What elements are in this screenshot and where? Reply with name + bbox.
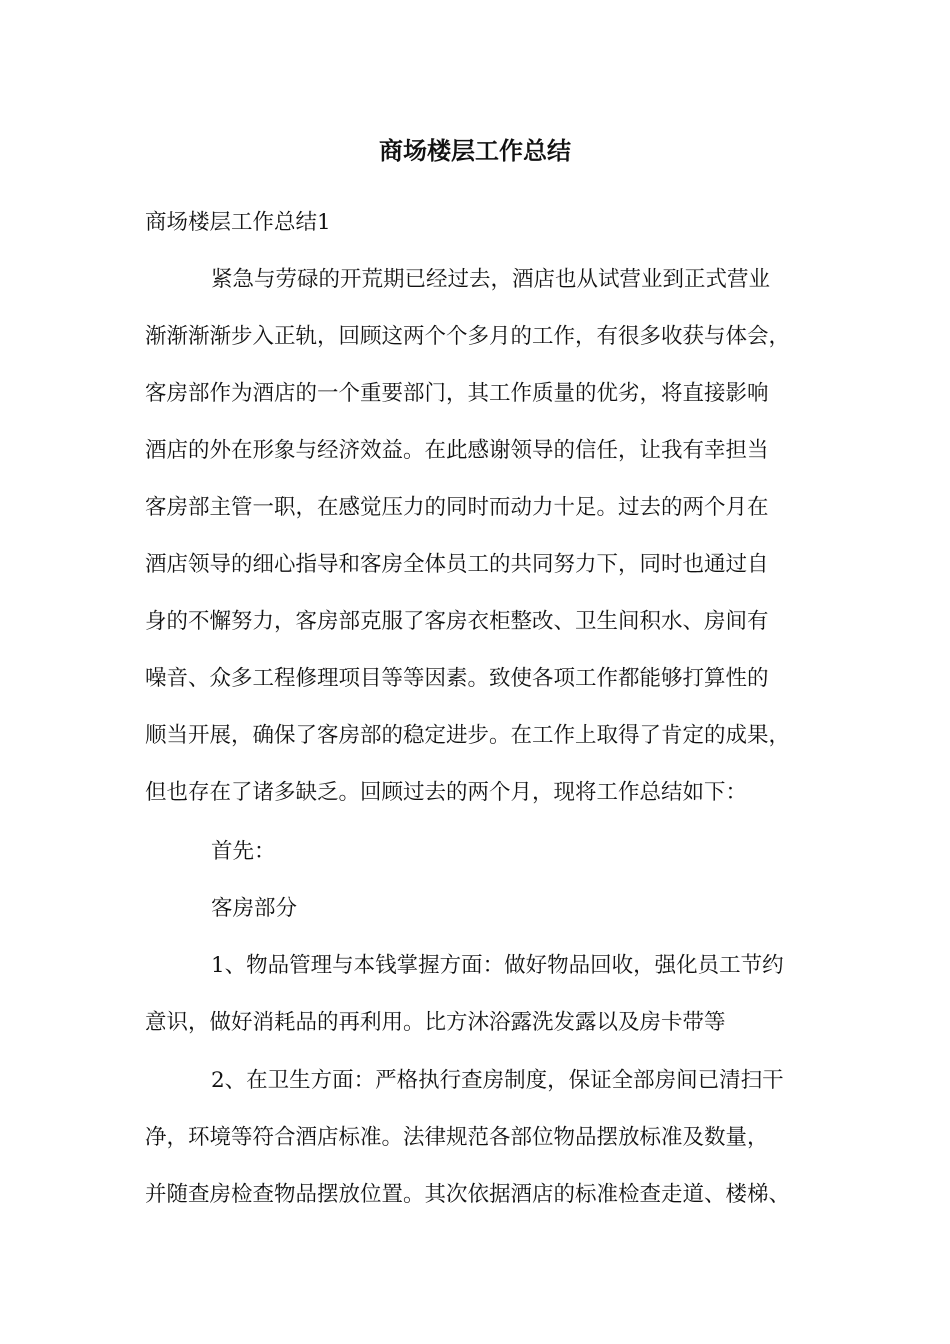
paragraph-line: 噪音、众多工程修理项目等等因素。致使各项工作都能够打算性的 (145, 666, 769, 691)
paragraph-line: 客房部主管一职，在感觉压力的同时而动力十足。过去的两个月在 (145, 495, 769, 520)
paragraph-line: 2、在卫生方面：严格执行查房制度，保证全部房间已清扫干 (211, 1068, 784, 1093)
document-title: 商场楼层工作总结 (379, 137, 571, 165)
paragraph-line: 客房部分 (211, 896, 298, 921)
paragraph-line: 紧急与劳碌的开荒期已经过去，酒店也从试营业到正式营业 (211, 267, 771, 292)
paragraph-line: 顺当开展，确保了客房部的稳定进步。在工作上取得了肯定的成果， (145, 723, 791, 748)
section-heading: 商场楼层工作总结1 (145, 210, 331, 235)
paragraph-line: 并随查房检查物品摆放位置。其次依据酒店的标准检查走道、楼梯、 (145, 1182, 791, 1207)
paragraph-line: 渐渐渐渐步入正轨，回顾这两个个多月的工作，有很多收获与体会， (145, 324, 791, 349)
paragraph-line: 1、物品管理与本钱掌握方面：做好物品回收，强化员工节约 (211, 953, 784, 978)
paragraph-line: 净，环境等符合酒店标准。法律规范各部位物品摆放标准及数量， (145, 1125, 769, 1150)
paragraph-line: 首先： (211, 839, 276, 864)
paragraph-line: 酒店的外在形象与经济效益。在此感谢领导的信任，让我有幸担当 (145, 438, 769, 463)
paragraph-line: 意识，做好消耗品的再利用。比方沐浴露洗发露以及房卡带等 (145, 1010, 726, 1035)
paragraph-line: 客房部作为酒店的一个重要部门，其工作质量的优劣，将直接影响 (145, 381, 769, 406)
paragraph-line: 但也存在了诸多缺乏。回顾过去的两个月，现将工作总结如下： (145, 780, 748, 805)
paragraph-line: 酒店领导的细心指导和客房全体员工的共同努力下，同时也通过自 (145, 552, 769, 577)
paragraph-line: 身的不懈努力，客房部克服了客房衣柜整改、卫生间积水、房间有 (145, 609, 769, 634)
